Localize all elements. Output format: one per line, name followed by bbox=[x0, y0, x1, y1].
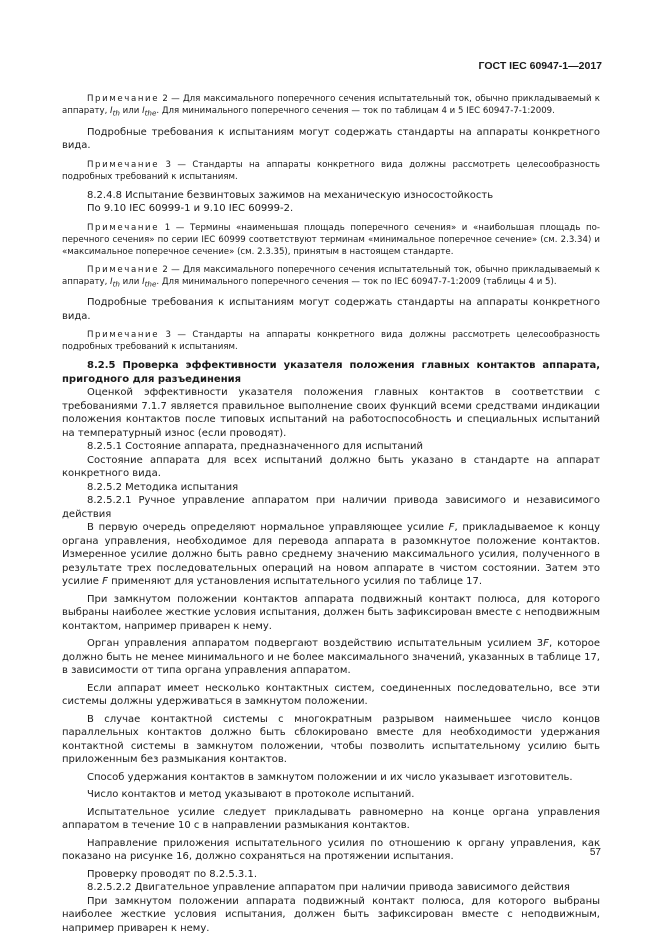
note-2: Примечание 2 — Для максимального поперечного сечения испытательный ток, обычно прикладываемый к аппарату, $I_{th}$ или $I_{the}$. Для минимального поперечного сечения — ток по таблицам 4 и 5 IEC 60947-7-1:2009. bbox=[62, 94, 600, 118]
paragraph: Орган управления аппаратом подвергают воздействию испытательным усилием 3F, которое должно быть не менее минимального и не более максимального значений, указанных в таблице 17, в зависимости от типа органа управления аппаратом. bbox=[62, 638, 601, 677]
paragraph: Оценкой эффективности указателя положения главных контактов в соответствии с требованиями 7.1.7 является правильное выполнение своих функций всеми средствами индикации положения контактов после типовых испытаний на работоспособность и специальных испытаний на температурный износ (если проводят). bbox=[62, 387, 600, 439]
paragraph: В случае контактной системы с многократным разрывом наименьшее число концов параллельных контактов должно быть сблокировано вместе для необходимости удержания контактной системы в замкнутом положении, чтобы позволить испытательному усилию быть приложенным без размыкания контактов. bbox=[62, 713, 600, 766]
page-content bbox=[62, 93, 600, 935]
section-8-2-5-2-2: 8.2.5.2.2 Двигательное управление аппаратом при наличии привода зависимого действия bbox=[87, 882, 570, 894]
paragraph: Испытательное усилие следует прикладывать равномерно на конце органа управления аппаратом в течение 10 с в направлении размыкания контактов. bbox=[62, 806, 600, 832]
paragraph: Способ удержания контактов в замкнутом положении и их число указывает изготовитель. bbox=[87, 771, 573, 783]
paragraph: Направление приложения испытательного усилия по отношению к органу управления, как показано на рисунке 16, должно сохраняться на протяжении испытания. bbox=[62, 837, 600, 863]
note-2b: Примечание 2 — Для максимального поперечного сечения испытательный ток, обычно прикладываемый к аппарату, $I_{th}$ или $I_{the}$. Для минимального поперечного сечения — ток по IEC 60947-7-1:2009 (таблицы 4 и 5). bbox=[62, 264, 600, 289]
section-8-2-5-2: 8.2.5.2 Методика испытания bbox=[87, 481, 239, 493]
section-heading-8-2-5: 8.2.5 Проверка эффективности указателя положения главных контактов аппарата, пригодного для разъединения bbox=[62, 360, 600, 385]
note-label: Примечание bbox=[87, 94, 160, 104]
paragraph: Подробные требования к испытаниям могут содержать стандарты на аппараты конкретного вида. bbox=[62, 126, 600, 152]
document-id: ГОСТ IEC 60947-1—2017 bbox=[478, 60, 602, 72]
paragraph: По 9.10 IEC 60999-1 и 9.10 IEC 60999-2. bbox=[87, 203, 294, 215]
paragraph: При замкнутом положении аппарата подвижный контакт полюса, для которого выбраны наиболее жесткие условия испытания, должен быть зафиксирован вместе с неподвижным, например приварен к нему. bbox=[62, 895, 600, 934]
paragraph: В первую очередь определяют нормальное управляющее усилие F, прикладываемое к концу органа управления, необходимое для перевода аппарата в разомкнутое положение контактов. Измеренное усилие должно быть равно среднему значению максимального усилия, полученного в результате трех последовательных операций на новом аппарате в чистом состоянии. Затем это усилие F применяют для установления испытательного усилия по таблице 17. bbox=[62, 522, 600, 588]
section-8-2-5-2-1: 8.2.5.2.1 Ручное управление аппаратом при наличии привода зависимого и независимого действия bbox=[62, 495, 600, 520]
paragraph: Состояние аппарата для всех испытаний должно быть указано в стандарте на аппарат конкретного вида. bbox=[62, 454, 600, 480]
paragraph: Подробные требования к испытаниям могут содержать стандарты на аппараты конкретного вида. bbox=[62, 297, 600, 322]
section-8-2-4-8: 8.2.4.8 Испытание безвинтовых зажимов на механическую износостойкость bbox=[87, 189, 494, 201]
paragraph: Проверку проводят по 8.2.5.3.1. bbox=[87, 868, 258, 880]
note-3b: Примечание 3 — Стандарты на аппараты конкретного вида должны рассмотреть целесообразность подробных требований к испытаниям. bbox=[62, 330, 600, 353]
paragraph: Число контактов и метод указывают в протоколе испытаний. bbox=[87, 789, 415, 801]
section-8-2-5-1: 8.2.5.1 Состояние аппарата, предназначенного для испытаний bbox=[87, 441, 424, 453]
note-3: Примечание 3 — Стандарты на аппараты конкретного вида должны рассмотреть целесообразность подробных требований к испытаниям. bbox=[62, 159, 600, 182]
page-number: 57 bbox=[589, 847, 601, 858]
paragraph: При замкнутом положении контактов аппарата подвижный контакт полюса, для которого выбраны наиболее жесткие условия испытания, должен быть зафиксирован вместе с неподвижным контактом, например приварен к нему. bbox=[62, 593, 600, 632]
paragraph: Если аппарат имеет несколько контактных систем, соединенных последовательно, все эти системы должны удерживаться в замкнутом положении. bbox=[62, 682, 600, 708]
note-1: Примечание 1 — Термины «наименьшая площадь поперечного сечения» и «наибольшая площадь поперечного сечения» по серии IEC 60999 соответствуют терминам «минимальное поперечное сечение» (см. 2.3.34) и «максимальное поперечное сечение» (см. 2.3.35), принятым в настоящем стандарте. bbox=[62, 222, 600, 257]
